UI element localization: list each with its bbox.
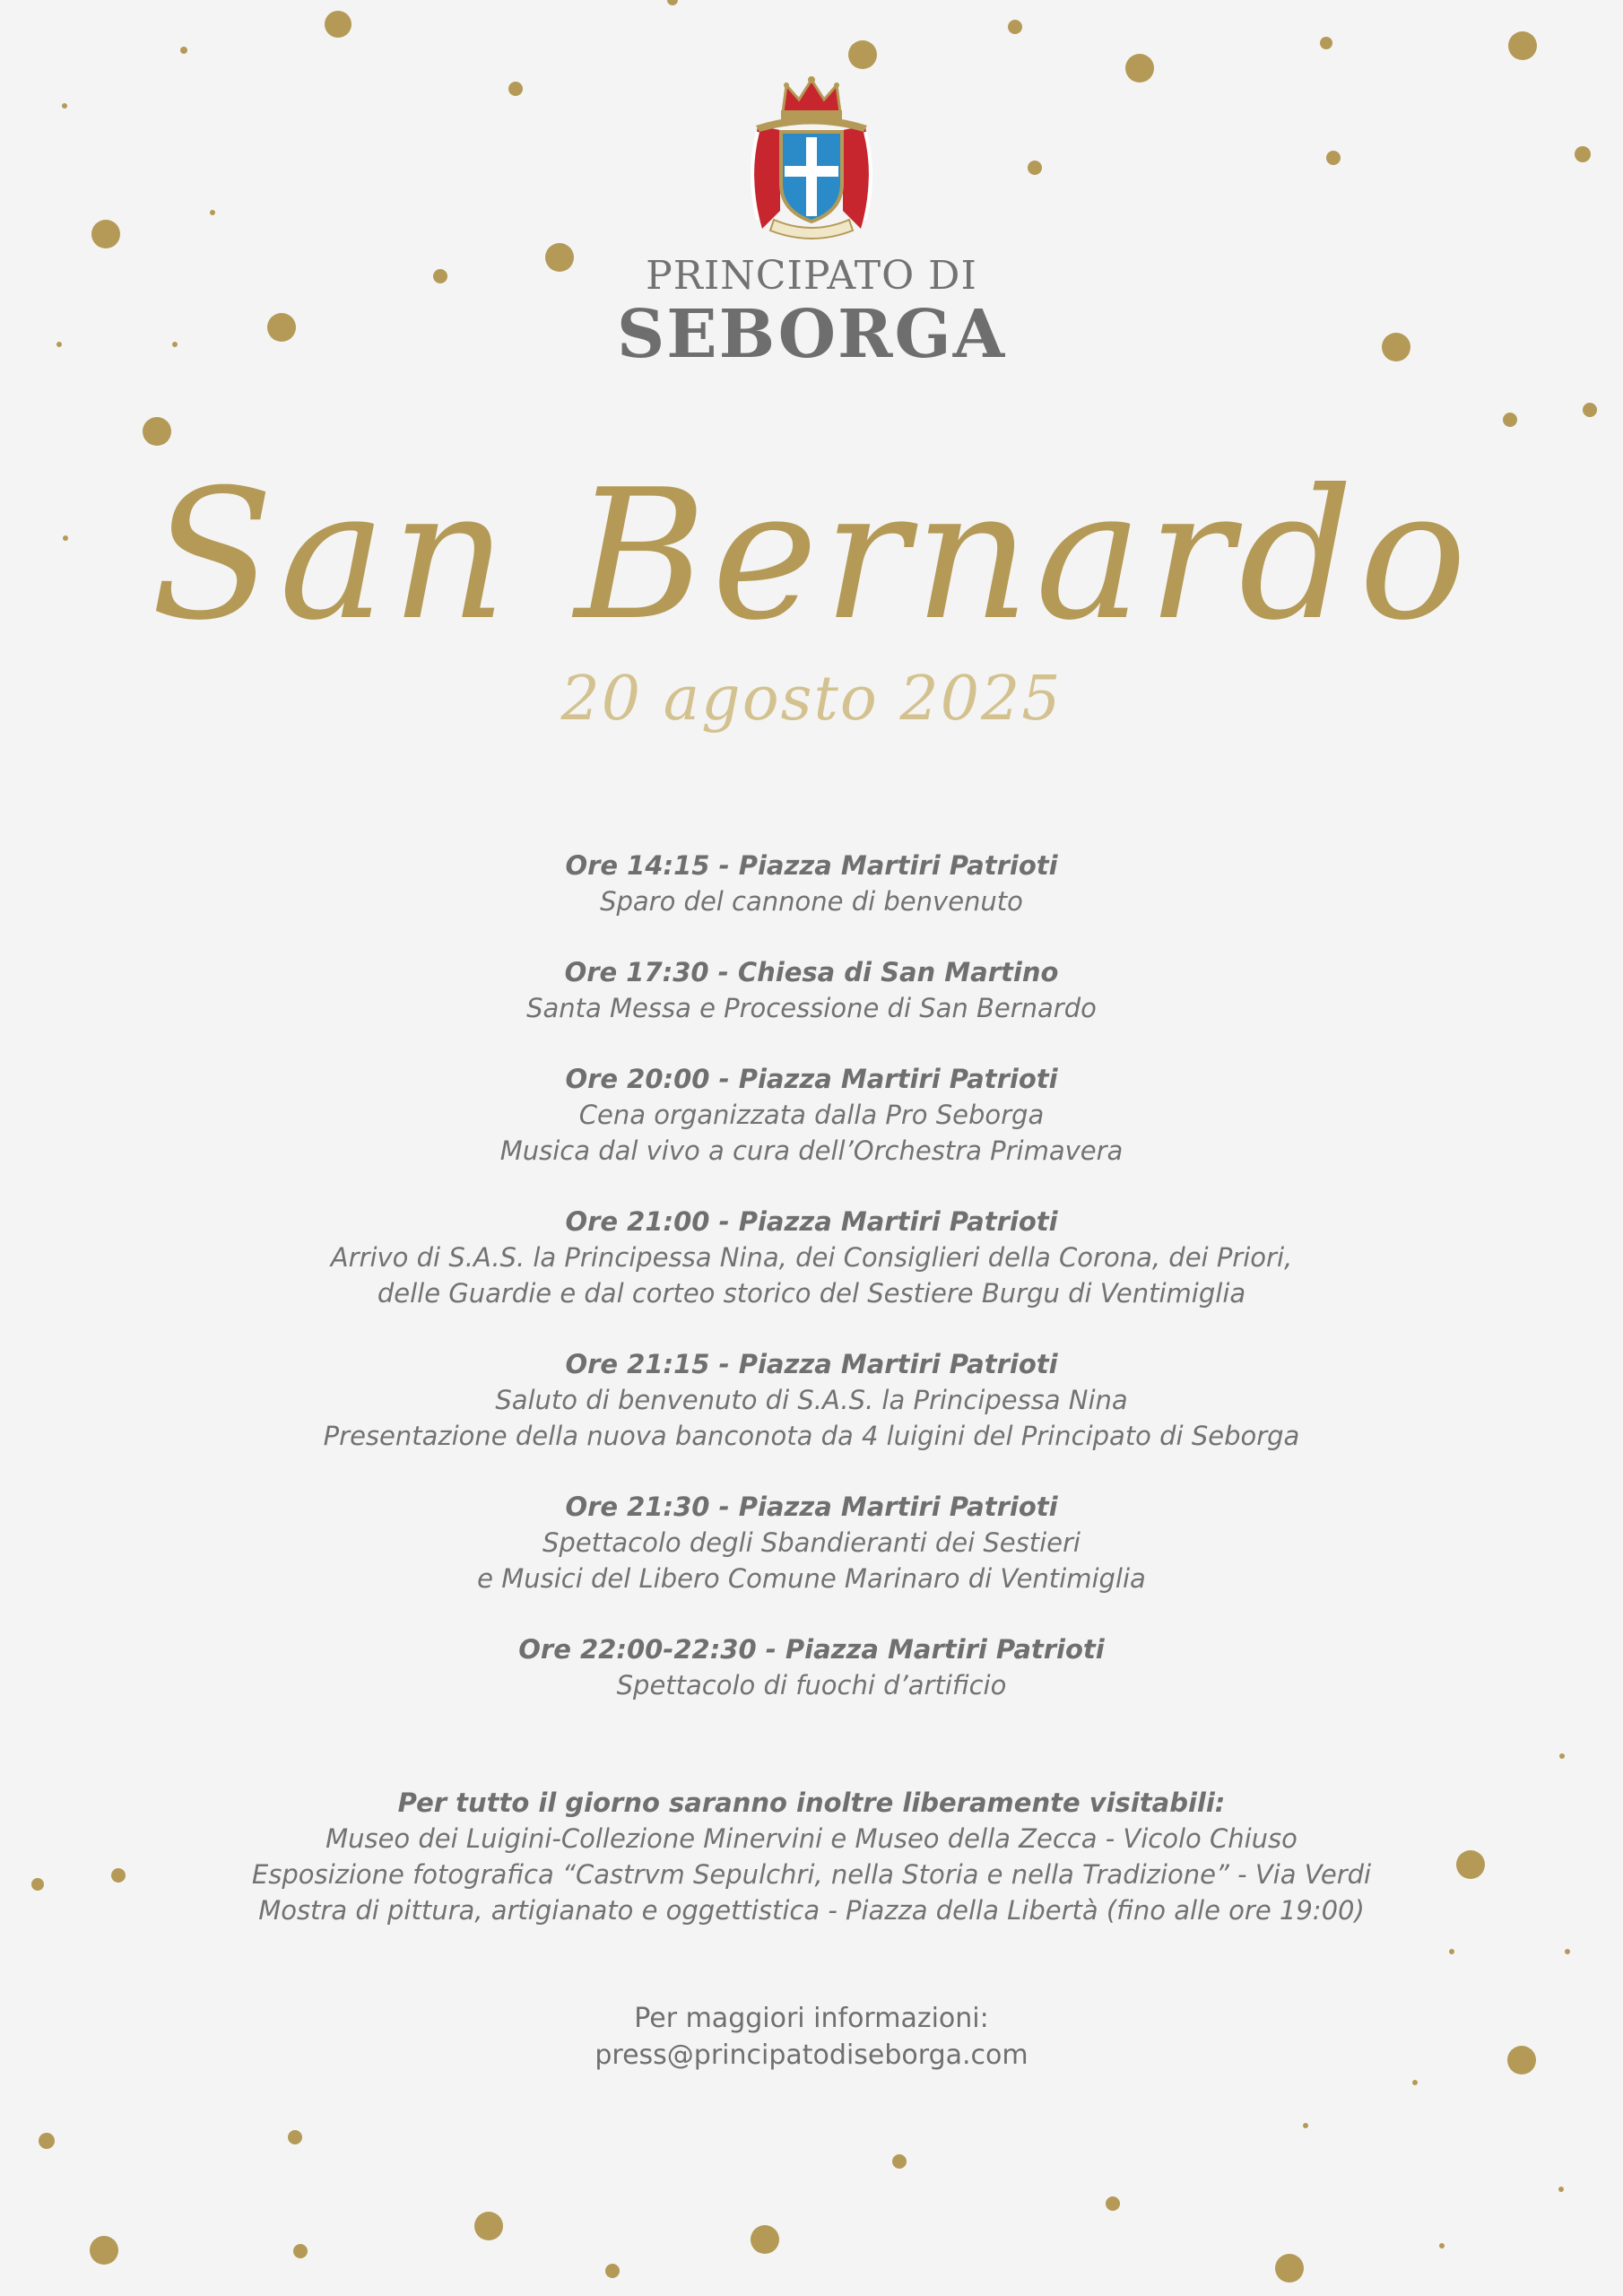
gold-dot: [1449, 1949, 1454, 1954]
extra-line: Esposizione fotografica “Castrvm Sepulchri, nella Storia e nella Tradizione” - Via Verdi: [251, 1859, 1372, 1890]
brand-line1: PRINCIPATO DI: [646, 253, 977, 299]
gold-dot: [1275, 2254, 1304, 2283]
gold-dot: [1559, 1753, 1565, 1759]
gold-dot: [325, 11, 352, 38]
gold-dot: [1439, 2243, 1445, 2248]
event-date: 20 agosto 2025: [560, 664, 1063, 735]
contact-email[interactable]: press@principatodiseborga.com: [595, 2039, 1028, 2071]
event-heading: Ore 21:30 - Piazza Martiri Patrioti: [565, 1492, 1058, 1522]
gold-dot: [1412, 2080, 1418, 2085]
gold-dot: [474, 2212, 503, 2240]
gold-dot: [39, 2133, 55, 2149]
gold-dot: [751, 2225, 779, 2254]
gold-dot: [1565, 1949, 1570, 1954]
title-area: [0, 404, 1623, 807]
coat-of-arms-icon: [731, 76, 892, 247]
event-heading: Ore 21:15 - Piazza Martiri Patrioti: [565, 1349, 1058, 1379]
event-description: Musica dal vivo a cura dell’Orchestra Primavera: [499, 1135, 1124, 1166]
gold-dot: [1303, 2123, 1308, 2128]
event-description: Spettacolo degli Sbandieranti dei Sestieri: [542, 1527, 1081, 1558]
event-heading: Ore 17:30 - Chiesa di San Martino: [564, 957, 1059, 987]
event-heading: Ore 14:15 - Piazza Martiri Patrioti: [565, 850, 1058, 881]
gold-dot: [1558, 2187, 1564, 2192]
gold-dot: [1008, 20, 1022, 34]
schedule-event: [0, 1346, 1623, 1454]
event-description: Santa Messa e Processione di San Bernardo: [526, 993, 1097, 1023]
event-description: delle Guardie e dal corteo storico del Sestiere Burgu di Ventimiglia: [377, 1278, 1246, 1309]
extra-line: Mostra di pittura, artigianato e oggettistica - Piazza della Libertà (fino alle ore 19:00): [258, 1895, 1365, 1926]
event-heading: Ore 22:00-22:30 - Piazza Martiri Patrioti: [518, 1634, 1105, 1665]
contact-label: Per maggiori informazioni:: [634, 2003, 989, 2034]
gold-dot: [288, 2130, 302, 2144]
event-description: Spettacolo di fuochi d’artificio: [616, 1670, 1007, 1700]
header: [0, 76, 1623, 373]
schedule-event: [0, 848, 1623, 919]
extra-visits: [0, 1785, 1623, 1928]
extra-line: Museo dei Luigini-Collezione Minervini e Museo della Zecca - Vicolo Chiuso: [325, 1823, 1298, 1854]
schedule-event: [0, 1631, 1623, 1703]
event-heading: Ore 21:00 - Piazza Martiri Patrioti: [565, 1206, 1058, 1237]
schedule: [0, 848, 1623, 1738]
gold-dot: [892, 2154, 907, 2169]
gold-dot: [848, 40, 877, 69]
contact: [0, 2000, 1623, 2074]
extra-heading: Per tutto il giorno saranno inoltre liberamente visitabili:: [397, 1787, 1226, 1818]
gold-dot: [1106, 2196, 1120, 2211]
event-title: San Bernardo: [151, 451, 1472, 660]
event-description: Presentazione della nuova banconota da 4 luigini del Principato di Seborga: [323, 1421, 1300, 1451]
schedule-event: [0, 1204, 1623, 1311]
event-description: Arrivo di S.A.S. la Principessa Nina, dei Consiglieri della Corona, dei Priori,: [330, 1242, 1293, 1273]
gold-dot: [293, 2244, 308, 2258]
schedule-event: [0, 1489, 1623, 1596]
gold-dot: [90, 2236, 118, 2265]
gold-dot: [180, 47, 187, 54]
gold-dot: [605, 2264, 620, 2278]
event-description: Saluto di benvenuto di S.A.S. la Principessa Nina: [495, 1385, 1128, 1415]
gold-dot: [1320, 37, 1332, 49]
gold-dot: [667, 0, 678, 5]
schedule-event: [0, 954, 1623, 1026]
event-description: e Musici del Libero Comune Marinaro di Ventimiglia: [477, 1563, 1146, 1594]
event-heading: Ore 20:00 - Piazza Martiri Patrioti: [565, 1064, 1058, 1094]
gold-dot: [1508, 31, 1537, 60]
schedule-event: [0, 1061, 1623, 1169]
event-description: Sparo del cannone di benvenuto: [600, 886, 1023, 917]
event-description: Cena organizzata dalla Pro Seborga: [578, 1100, 1045, 1130]
brand-line2: SEBORGA: [616, 296, 1007, 373]
